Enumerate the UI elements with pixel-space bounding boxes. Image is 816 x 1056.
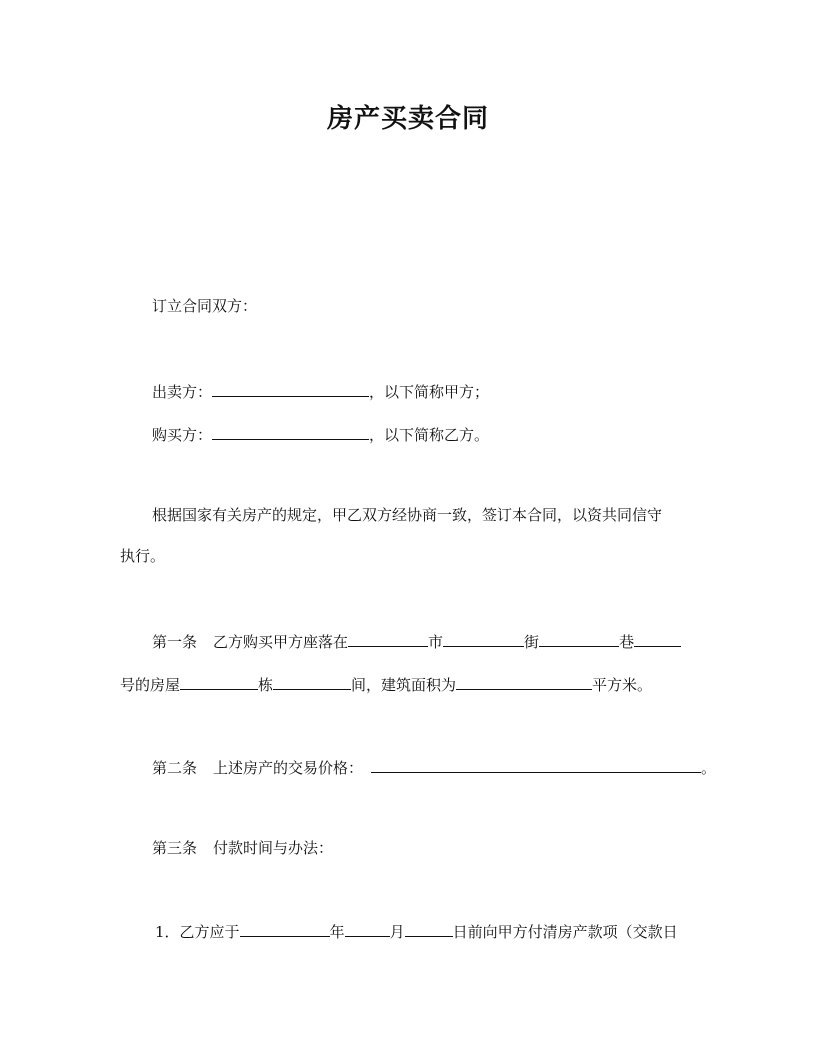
buyer-label: 购买方：: [152, 426, 213, 444]
parties-heading: 订立合同双方：: [152, 297, 258, 315]
article2-line: [152, 756, 716, 778]
item1-line: [155, 920, 678, 942]
seller-suffix: ，以下简称甲方；: [369, 383, 490, 401]
buyer-line: [152, 423, 489, 445]
building-label: 栋: [258, 676, 274, 694]
seller-name-blank[interactable]: [212, 380, 369, 397]
building-blank[interactable]: [180, 673, 258, 690]
seller-line: [152, 380, 489, 402]
lane-label: 巷: [619, 633, 635, 651]
document-title: 房产买卖合同: [326, 104, 489, 134]
article2-end: 。: [701, 759, 717, 777]
article3-line: [152, 838, 333, 858]
city-blank[interactable]: [348, 630, 428, 647]
lane-blank[interactable]: [539, 630, 619, 647]
month-blank[interactable]: [345, 920, 390, 937]
item1-number: 1．: [155, 923, 180, 941]
year-blank[interactable]: [240, 920, 330, 937]
unit-label: 平方米。: [592, 676, 653, 694]
month-label: 月: [389, 923, 405, 941]
article3-text: 付款时间与办法：: [213, 839, 334, 857]
article1-line-1: [152, 630, 681, 652]
day-blank[interactable]: [405, 920, 453, 937]
preamble-line-2: 执行。: [120, 547, 166, 565]
article3-label: 第三条: [152, 839, 198, 857]
area-blank[interactable]: [456, 673, 592, 690]
article2-label: 第二条: [152, 759, 198, 777]
house-label: 号的房屋: [120, 676, 181, 694]
street-blank[interactable]: [443, 630, 524, 647]
item1-text-2: 日前向甲方付清房产款项（交款日: [452, 923, 678, 941]
preamble-line-1: 根据国家有关房产的规定，甲乙双方经协商一致，签订本合同，以资共同信守: [152, 506, 663, 524]
item1-text: 乙方应于: [179, 923, 240, 941]
street-label: 街: [524, 633, 540, 651]
buyer-suffix: ，以下简称乙方。: [369, 426, 490, 444]
area-label: 间，建筑面积为: [351, 676, 457, 694]
article1-line-2: [120, 673, 652, 695]
buyer-name-blank[interactable]: [212, 423, 369, 440]
room-blank[interactable]: [273, 673, 351, 690]
article1-text: 乙方购买甲方座落在: [213, 633, 349, 651]
article1-label: 第一条: [152, 633, 198, 651]
article2-text: 上述房产的交易价格：: [213, 759, 364, 777]
year-label: 年: [329, 923, 345, 941]
seller-label: 出卖方：: [152, 383, 213, 401]
price-blank[interactable]: [371, 756, 701, 773]
number-blank[interactable]: [634, 630, 681, 647]
city-label: 市: [428, 633, 444, 651]
